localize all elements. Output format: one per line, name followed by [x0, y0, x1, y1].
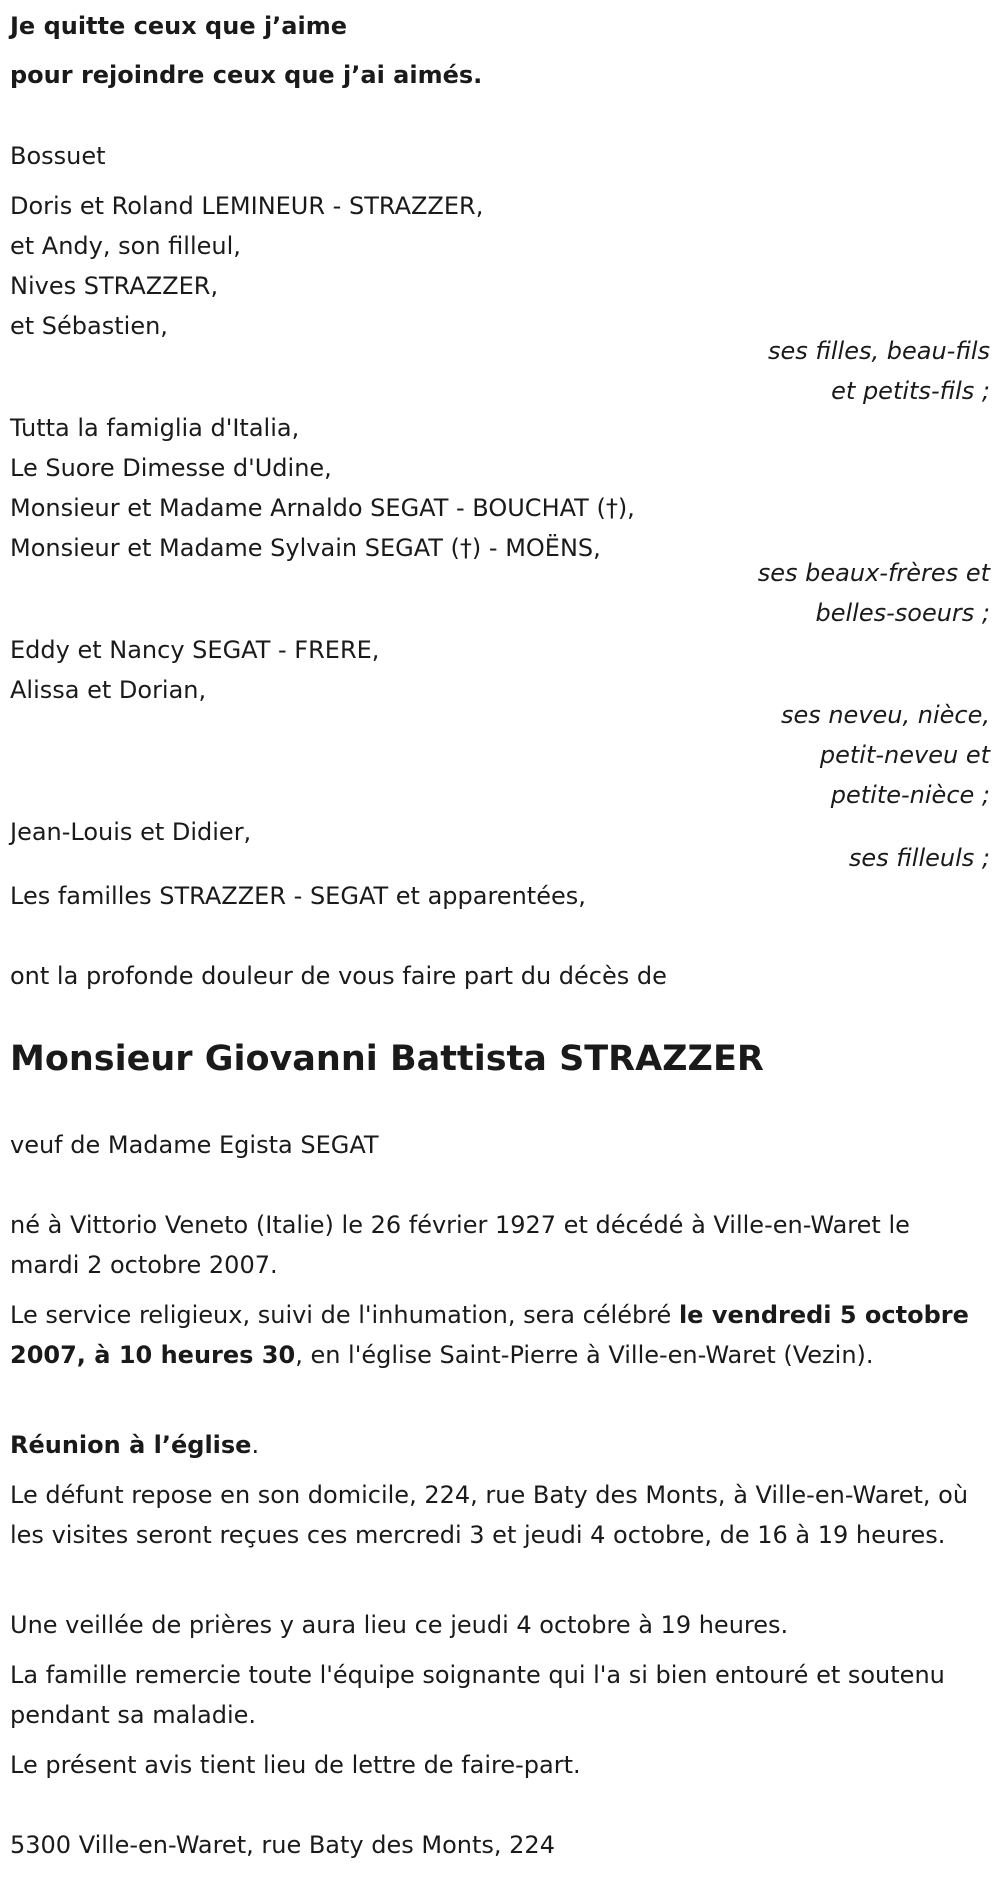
reunion-text: Réunion à l’église — [10, 1431, 252, 1459]
thanks-paragraph: La famille remercie toute l'équipe soignante qui l'a si bien entouré et soutenu pendant sa maladie. — [10, 1661, 945, 1729]
family-relation: et petits-fils ; — [831, 377, 990, 405]
service-date: le vendredi 5 octobre 2007, à 10 heures 30 — [10, 1301, 969, 1369]
family-name: et Sébastien, — [10, 312, 168, 340]
family-relation: ses filles, beau-fils — [767, 337, 990, 365]
family-name: Tutta la famiglia d'Italia, — [10, 414, 300, 442]
address: 5300 Ville-en-Waret, rue Baty des Monts, 224 — [10, 1831, 555, 1859]
widow-line: veuf de Madame Egista SEGAT — [10, 1131, 379, 1159]
family-name: Nives STRAZZER, — [10, 272, 219, 300]
family-name: et Andy, son filleul, — [10, 232, 241, 260]
deceased-name: Monsieur Giovanni Battista STRAZZER — [10, 1039, 764, 1079]
quote-line-2: pour rejoindre ceux que j’ai aimés. — [10, 61, 483, 89]
birth-death-text: né à Vittorio Veneto (Italie) le 26 février 1927 et décédé à Ville-en-Waret le mardi 2 octobre 2007. — [10, 1211, 910, 1279]
quote-line-1: Je quitte ceux que j’aime — [10, 12, 348, 40]
service-text-before: Le service religieux, suivi de l'inhumation, sera célébré — [10, 1301, 679, 1329]
family-name: Jean-Louis et Didier, — [10, 818, 252, 846]
family-name: Monsieur et Madame Sylvain SEGAT (†) - MOËNS, — [10, 534, 601, 562]
notice-paragraph: Le présent avis tient lieu de lettre de faire-part. — [10, 1751, 581, 1779]
family-relation: petit-neveu et — [819, 741, 990, 769]
family-relation: ses beaux-frères et — [757, 559, 990, 587]
family-name: Alissa et Dorian, — [10, 676, 207, 704]
quote-author: Bossuet — [10, 142, 106, 170]
family-relation: belles-soeurs ; — [815, 599, 990, 627]
family-name: Le Suore Dimesse d'Udine, — [10, 454, 332, 482]
family-relation: ses neveu, nièce, — [780, 701, 990, 729]
reunion-paragraph — [10, 1425, 980, 1465]
veillee-paragraph: Une veillée de prières y aura lieu ce jeudi 4 octobre à 19 heures. — [10, 1611, 789, 1639]
family-relation: petite-nièce ; — [830, 781, 990, 809]
family-name: Doris et Roland LEMINEUR - STRAZZER, — [10, 192, 484, 220]
service-text-after: , en l'église Saint-Pierre à Ville-en-Waret (Vezin). — [295, 1341, 874, 1369]
family-name: Monsieur et Madame Arnaldo SEGAT - BOUCHAT (†), — [10, 494, 635, 522]
repose-paragraph: Le défunt repose en son domicile, 224, rue Baty des Monts, à Ville-en-Waret, où les visites seront reçues ces mercredi 3 et jeudi 4 octobre, de 16 à 19 heures. — [10, 1481, 969, 1549]
reunion-punct: . — [251, 1431, 260, 1459]
family-name: Eddy et Nancy SEGAT - FRERE, — [10, 636, 380, 664]
service-paragraph — [10, 1295, 980, 1375]
families-line: Les familles STRAZZER - SEGAT et apparentées, — [10, 882, 586, 910]
announcement: ont la profonde douleur de vous faire part du décès de — [10, 962, 667, 990]
family-relation: ses filleuls ; — [848, 844, 990, 872]
